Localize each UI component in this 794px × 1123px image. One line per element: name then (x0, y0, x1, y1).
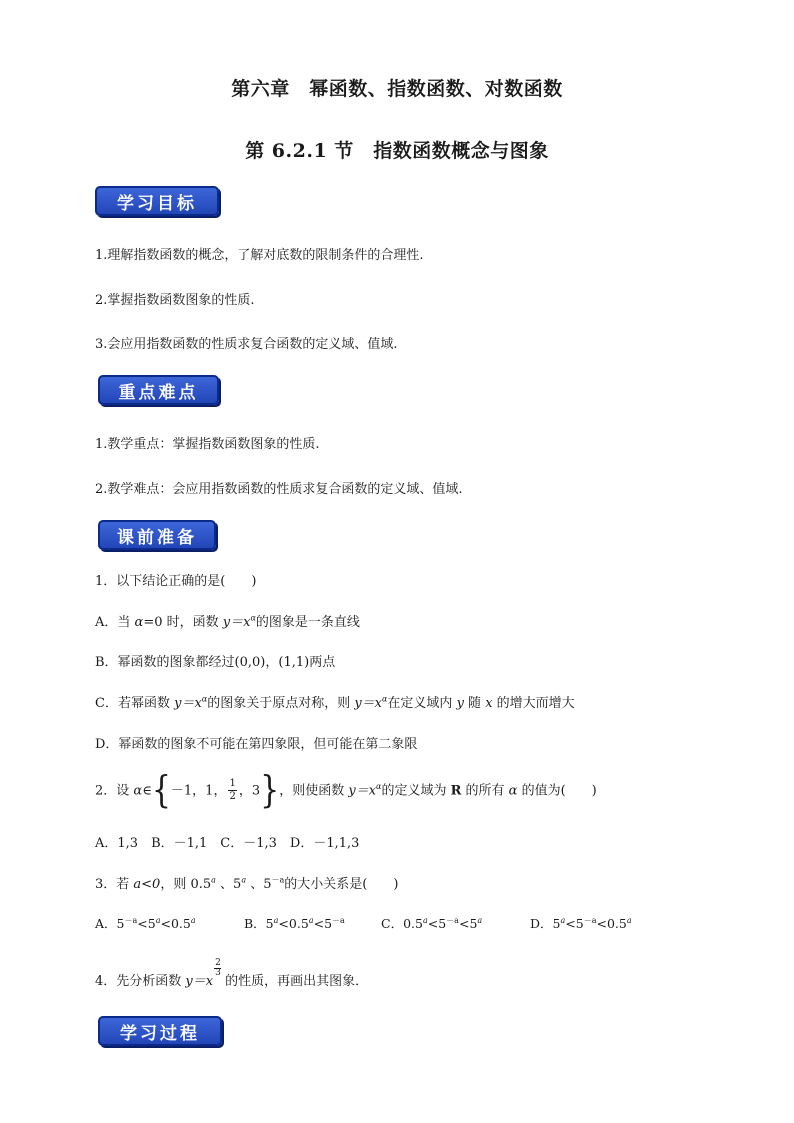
badge-pre-class-preparation: 课前准备 (98, 520, 216, 550)
fraction-one-half: $\frac{1}{2}$ (229, 778, 236, 803)
key-point-1: 1.教学重点：掌握指数函数图象的性质. (95, 437, 320, 452)
question-3-option-d: D．$5^a<5^{-a}<0.5^a$ (530, 915, 632, 931)
right-brace-icon: } (260, 768, 280, 813)
question-4-stem: 4．先分析函数 y＝x $\frac{2}{3}$ 的性质，再画出其图象． (95, 958, 369, 989)
question-2-stem: 2．设 α∈{－1，1， $\frac{1}{2}$ ，3}，则使函数 $y=x^\alpha$的定义域为 R 的所有 α 的值为( ) (95, 768, 597, 813)
chapter-title: 第六章 幂函数、指数函数、对数函数 (231, 78, 563, 100)
question-1-option-c: C．若幂函数 $y=x^\alpha$的图象关于原点对称，则 $y=x^\alpha$在定义域内 y 随 x 的增大而增大 (95, 694, 575, 711)
question-3-option-a: A．$5^{-a}<5^a<0.5^a$ (95, 915, 196, 931)
question-2-options: A．1,3 B．－1,1 C．－1,3 D．－1,1,3 (95, 836, 360, 851)
question-1-option-a: A．当 α=0 时，函数 $y=x^\alpha$的图象是一条直线 (95, 613, 360, 630)
key-point-2: 2.教学难点：会应用指数函数的性质求复合函数的定义域、值域. (95, 482, 463, 497)
question-1-option-d: D．幂函数的图象不可能在第四象限，但可能在第二象限 (95, 737, 418, 752)
objective-3: 3.会应用指数函数的性质求复合函数的定义域、值域. (95, 337, 398, 352)
question-1-stem: 1．以下结论正确的是( ) (95, 574, 257, 589)
badge-key-difficult-points: 重点难点 (98, 375, 219, 405)
exponent-two-thirds: $\frac{2}{3}$ (215, 958, 221, 978)
objective-2: 2.掌握指数函数图象的性质. (95, 293, 255, 308)
section-title: 第 6.2.1 节 指数函数概念与图象 (245, 140, 549, 162)
objective-1: 1.理解指数函数的概念，了解对底数的限制条件的合理性. (95, 248, 424, 263)
question-3-option-b: B．$5^a<0.5^a<5^{-a}$ (244, 915, 345, 931)
left-brace-icon: { (151, 768, 171, 813)
badge-learning-process: 学习过程 (98, 1016, 222, 1046)
question-3-option-c: C．$0.5^a<5^{-a}<5^a$ (381, 915, 483, 931)
question-1-option-b: B．幂函数的图象都经过(0,0)，(1,1)两点 (95, 655, 336, 670)
badge-learning-objectives: 学习目标 (95, 186, 219, 216)
question-3-stem: 3．若 a<0，则 0.5$^a$ 、5$^a$ 、$5^{-a}$的大小关系是( ) (95, 875, 399, 892)
